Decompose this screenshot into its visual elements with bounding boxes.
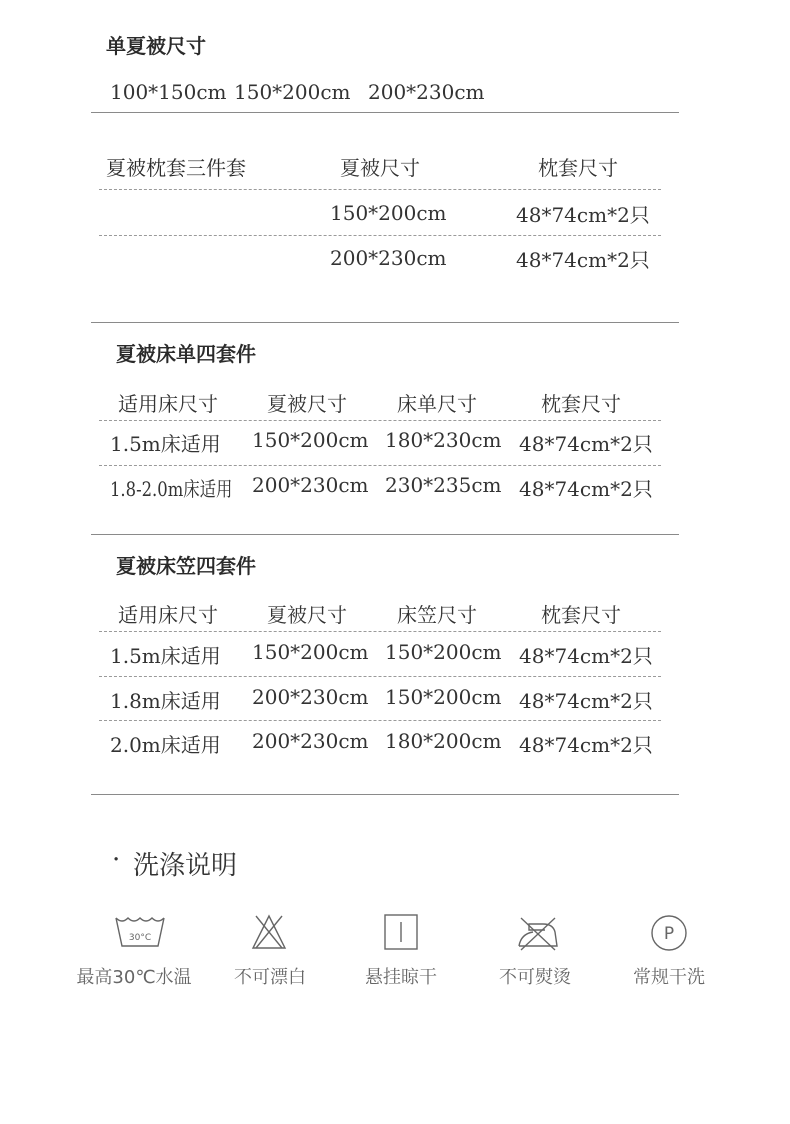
care-title: 洗涤说明 bbox=[133, 851, 238, 881]
three-piece-row2-pillow: 48*74cm*2只 bbox=[516, 248, 650, 272]
dashed-divider bbox=[99, 189, 661, 190]
fitted-row2-fitted: 150*200cm bbox=[385, 685, 502, 709]
sheet-row1-sheet: 180*230cm bbox=[385, 428, 502, 452]
fitted-row1-quilt: 150*200cm bbox=[252, 640, 369, 664]
hang-dry-icon bbox=[383, 913, 419, 951]
care-label-wash: 最高30℃水温 bbox=[76, 967, 192, 988]
dashed-divider bbox=[99, 676, 661, 677]
dashed-divider bbox=[99, 720, 661, 721]
three-piece-header-pillow: 枕套尺寸 bbox=[538, 156, 618, 180]
fitted-header-quilt: 夏被尺寸 bbox=[267, 603, 347, 627]
fitted-row1-bed: 1.5m床适用 bbox=[110, 644, 221, 668]
sheet-header-sheet: 床单尺寸 bbox=[397, 392, 477, 416]
fitted-row2-bed: 1.8m床适用 bbox=[110, 689, 221, 713]
quilt-size-2: 150*200cm bbox=[234, 80, 351, 104]
wash-30-badge: 30°C bbox=[128, 933, 152, 943]
sheet-four-piece-title: 夏被床单四套件 bbox=[116, 342, 256, 366]
fitted-header-pillow: 枕套尺寸 bbox=[541, 603, 621, 627]
fitted-row3-quilt: 200*230cm bbox=[252, 729, 369, 753]
dashed-divider bbox=[99, 235, 661, 236]
fitted-row1-fitted: 150*200cm bbox=[385, 640, 502, 664]
dry-clean-badge: P bbox=[663, 924, 675, 944]
divider bbox=[91, 534, 679, 535]
sheet-row1-pillow: 48*74cm*2只 bbox=[519, 432, 653, 456]
sheet-row1-quilt: 150*200cm bbox=[252, 428, 369, 452]
fitted-row1-pillow: 48*74cm*2只 bbox=[519, 644, 653, 668]
sheet-row2-pillow: 48*74cm*2只 bbox=[519, 477, 653, 501]
sheet-row2-bed: 1.8-2.0m床适用 bbox=[110, 477, 233, 501]
dashed-divider bbox=[99, 465, 661, 466]
care-label-no-bleach: 不可漂白 bbox=[234, 967, 306, 988]
three-piece-row1-quilt: 150*200cm bbox=[330, 201, 447, 225]
fitted-header-fitted: 床笠尺寸 bbox=[397, 603, 477, 627]
sheet-header-quilt: 夏被尺寸 bbox=[267, 392, 347, 416]
fitted-row3-fitted: 180*200cm bbox=[385, 729, 502, 753]
three-piece-title: 夏被枕套三件套 bbox=[106, 156, 246, 180]
quilt-size-1: 100*150cm bbox=[110, 80, 227, 104]
quilt-sizes-title: 单夏被尺寸 bbox=[106, 34, 206, 58]
care-bullet: · bbox=[112, 845, 121, 875]
care-label-no-iron: 不可熨烫 bbox=[499, 967, 571, 988]
wash-30-icon bbox=[114, 914, 166, 950]
fitted-row2-quilt: 200*230cm bbox=[252, 685, 369, 709]
divider bbox=[91, 322, 679, 323]
three-piece-header-quilt: 夏被尺寸 bbox=[340, 156, 420, 180]
dashed-divider bbox=[99, 631, 661, 632]
care-label-dry-clean: 常规干洗 bbox=[633, 967, 705, 988]
sheet-row1-bed: 1.5m床适用 bbox=[110, 432, 221, 456]
divider bbox=[91, 794, 679, 795]
three-piece-row2-quilt: 200*230cm bbox=[330, 246, 447, 270]
sheet-header-bed: 适用床尺寸 bbox=[118, 392, 218, 416]
care-label-hang-dry: 悬挂晾干 bbox=[365, 967, 437, 988]
sheet-header-pillow: 枕套尺寸 bbox=[541, 392, 621, 416]
fitted-row2-pillow: 48*74cm*2只 bbox=[519, 689, 653, 713]
sheet-row2-quilt: 200*230cm bbox=[252, 473, 369, 497]
fitted-header-bed: 适用床尺寸 bbox=[118, 603, 218, 627]
dashed-divider bbox=[99, 420, 661, 421]
no-bleach-icon bbox=[250, 913, 288, 951]
quilt-size-3: 200*230cm bbox=[368, 80, 485, 104]
no-iron-icon bbox=[515, 914, 561, 952]
dry-clean-p-icon bbox=[650, 914, 688, 952]
three-piece-row1-pillow: 48*74cm*2只 bbox=[516, 203, 650, 227]
fitted-row3-pillow: 48*74cm*2只 bbox=[519, 733, 653, 757]
divider bbox=[91, 112, 679, 113]
fitted-four-piece-title: 夏被床笠四套件 bbox=[116, 554, 256, 578]
fitted-row3-bed: 2.0m床适用 bbox=[110, 733, 221, 757]
sheet-row2-sheet: 230*235cm bbox=[385, 473, 502, 497]
